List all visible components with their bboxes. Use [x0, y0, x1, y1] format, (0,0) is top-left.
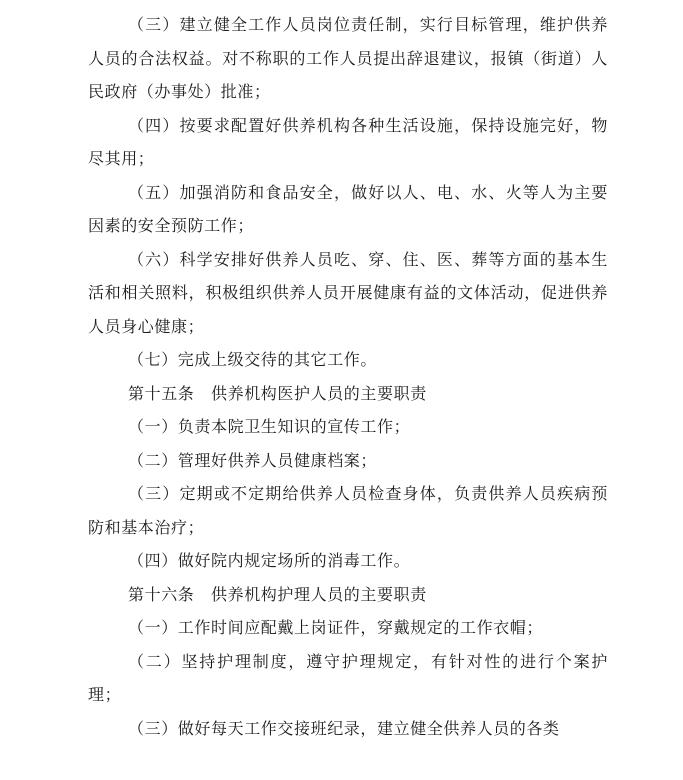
paragraph-art16-item-2: （二）坚持护理制度，遵守护理规定，有针对性的进行个案护理； — [88, 651, 608, 704]
paragraph-art16-item-3: （三）做好每天工作交接班纪录，建立健全供养人员的各类 — [128, 718, 560, 738]
paragraph-art16-item-1: （一）工作时间应配戴上岗证件，穿戴规定的工作衣帽； — [128, 618, 544, 637]
paragraph-art15-item-4: （四）做好院内规定场所的消毒工作。 — [128, 551, 411, 570]
paragraph-item-7-other-work: （七）完成上级交待的其它工作。 — [128, 350, 378, 369]
paragraph-art15-item-2: （二）管理好供养人员健康档案； — [128, 450, 378, 470]
paragraph-art15-item-1: （一）负责本院卫生知识的宣传工作； — [128, 417, 411, 436]
paragraph-item-5-safety: （五）加强消防和食品安全，做好以人、电、水、火等人为主要因素的安全预防工作； — [88, 182, 608, 235]
paragraph-item-3-responsibility-system: （三）建立健全工作人员岗位责任制，实行目标管理，维护供养人员的合法权益。对不称职的工作人员提出辞退建议，报镇（街道）人民政府（办事处）批准； — [88, 15, 608, 101]
paragraph-item-4-facilities: （四）按要求配置好供养机构各种生活设施，保持设施完好，物尽其用； — [88, 115, 608, 168]
article-15-heading: 第十五条 供养机构医护人员的主要职责 — [128, 383, 427, 403]
document-body — [88, 8, 608, 745]
paragraph-art15-item-3: （三）定期或不定期给供养人员检查身体，负责供养人员疾病预防和基本治疗； — [88, 484, 608, 537]
article-16-heading: 第十六条 供养机构护理人员的主要职责 — [128, 584, 427, 604]
paragraph-item-6-living-care: （六）科学安排好供养人员吃、穿、住、医、葬等方面的基本生活和相关照料，积极组织供养人员开展健康有益的文体活动，促进供养人员身心健康； — [88, 249, 608, 336]
